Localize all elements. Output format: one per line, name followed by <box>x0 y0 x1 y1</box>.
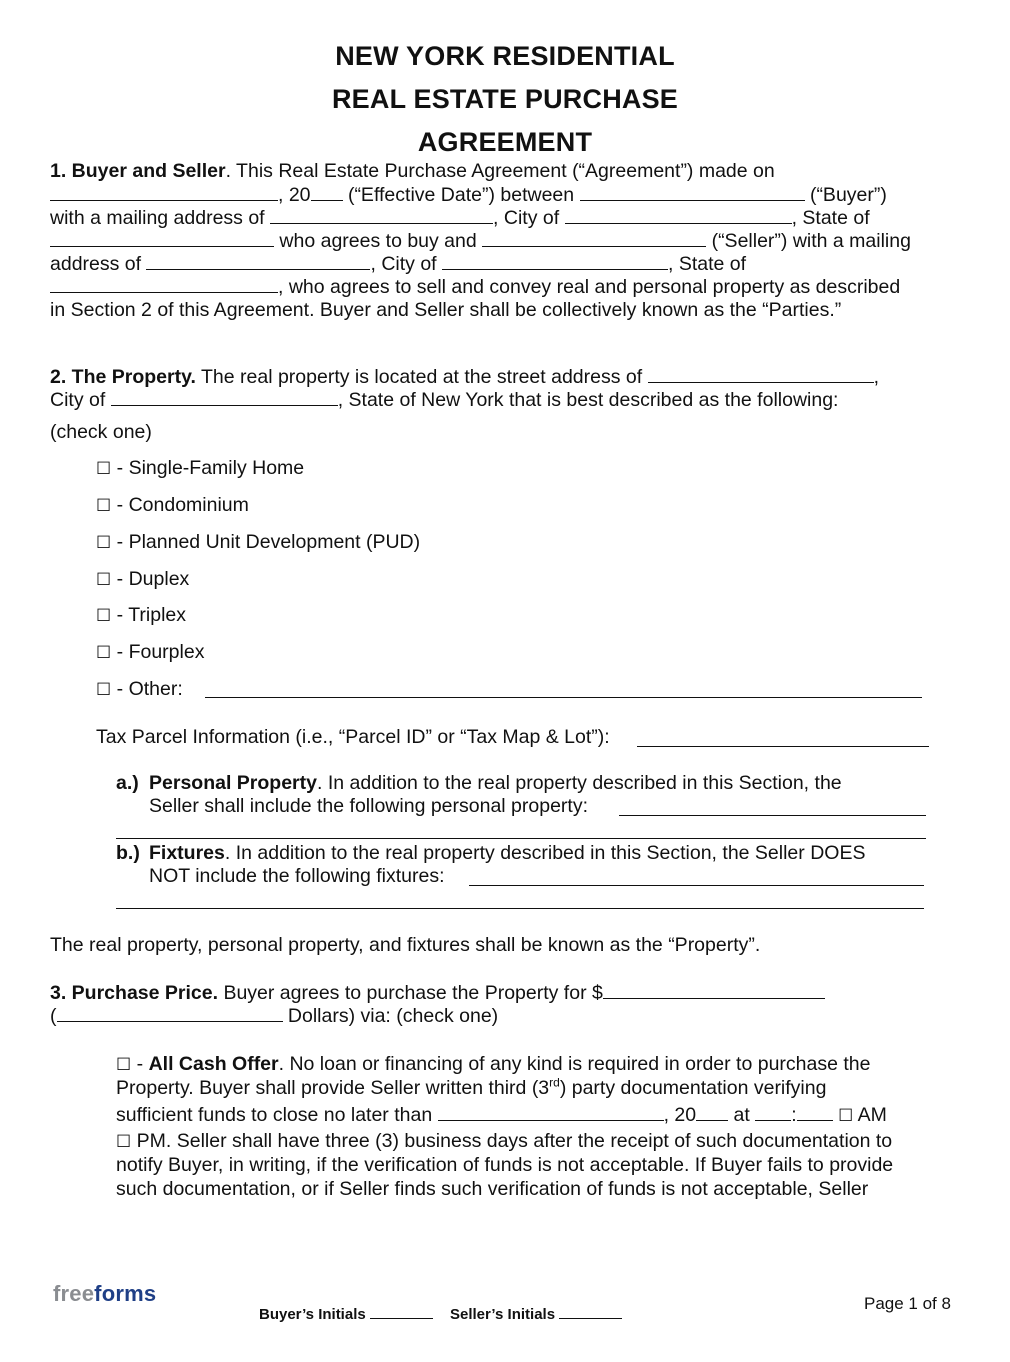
buyer-state-blank[interactable] <box>50 229 274 247</box>
title-line-2: REAL ESTATE PURCHASE <box>331 84 679 114</box>
checkbox-icon[interactable]: ☐ <box>96 533 112 553</box>
cash-offer-line-5: notify Buyer, in writing, if the verification of funds is not acceptable. If Buyer fails to provide <box>116 1154 894 1176</box>
am-checkbox-icon[interactable]: ☐ <box>838 1106 854 1126</box>
price-amount-blank[interactable] <box>603 981 825 999</box>
option-other[interactable]: ☐ - Other: <box>96 678 183 700</box>
street-address-blank[interactable] <box>648 365 874 383</box>
seller-initials-blank[interactable] <box>559 1306 622 1319</box>
personal-property-text-1: Personal Property. In addition to the real property described in this Section, the <box>149 772 842 794</box>
option-pud[interactable]: ☐ - Planned Unit Development (PUD) <box>96 531 421 553</box>
tax-parcel-blank[interactable] <box>637 746 929 747</box>
checkbox-icon[interactable]: ☐ <box>96 459 112 479</box>
fixtures-label: b.) <box>116 842 140 864</box>
property-city-blank[interactable] <box>111 388 338 406</box>
buyer-name-blank[interactable] <box>580 183 805 201</box>
property-definition: The real property, personal property, and fixtures shall be known as the “Property”. <box>50 934 761 956</box>
section2-line-2: City of , State of New York that is best described as the following: <box>50 389 839 411</box>
tax-parcel-line: Tax Parcel Information (i.e., “Parcel ID” or “Tax Map & Lot”): <box>96 726 610 748</box>
section2-line-1: 2. The Property. The real property is located at the street address of , <box>50 366 879 388</box>
funds-minute-blank[interactable] <box>797 1103 833 1121</box>
section3-heading: 3. Purchase Price. <box>50 982 219 1004</box>
cash-offer-line-2: Property. Buyer shall provide Seller written third (3rd) party documentation verifying <box>116 1075 827 1099</box>
section3-line-1: 3. Purchase Price. Buyer agrees to purchase the Property for $ <box>50 981 825 1005</box>
section1-line-7: in Section 2 of this Agreement. Buyer and Seller shall be collectively known as the “Parties.” <box>50 299 842 321</box>
option-single-family[interactable]: ☐ - Single-Family Home <box>96 457 305 479</box>
check-one-label: (check one) <box>50 421 152 443</box>
buyer-city-blank[interactable] <box>565 206 792 224</box>
checkbox-icon[interactable]: ☐ <box>96 496 112 516</box>
checkbox-icon[interactable]: ☐ <box>96 606 112 626</box>
title-line-3: AGREEMENT <box>417 127 593 157</box>
effective-date-blank[interactable] <box>50 183 278 201</box>
checkbox-icon[interactable]: ☐ <box>96 570 112 590</box>
year-blank[interactable] <box>311 183 343 201</box>
cash-offer-line-6: such documentation, or if Seller finds such verification of funds is not acceptable, Seller <box>116 1178 869 1200</box>
fixtures-line-1: Fixtures. In addition to the real property described in this Section, the Seller DOES <box>149 842 866 864</box>
cash-offer-line-1: ☐ - All Cash Offer. No loan or financing of any kind is required in order to purchase the <box>116 1053 871 1075</box>
pm-checkbox-icon[interactable]: ☐ <box>116 1132 132 1152</box>
section3-line-2: ( Dollars) via: (check one) <box>50 1005 499 1027</box>
seller-name-blank[interactable] <box>482 229 706 247</box>
seller-initials: Seller’s Initials <box>450 1306 622 1323</box>
personal-property-heading: Personal Property <box>149 772 317 794</box>
funds-hour-blank[interactable] <box>755 1103 791 1121</box>
personal-property-blank-1[interactable] <box>619 815 926 816</box>
buyer-initials: Buyer’s Initials <box>259 1306 433 1323</box>
fixtures-line-2: NOT include the following fixtures: <box>149 865 445 887</box>
title-line-1: NEW YORK RESIDENTIAL <box>335 41 675 71</box>
checkbox-icon[interactable]: ☐ <box>96 680 112 700</box>
buyer-initials-blank[interactable] <box>370 1306 433 1319</box>
section2-heading: 2. The Property. <box>50 366 196 388</box>
section1-line-2: , 20 (“Effective Date”) between (“Buyer”) <box>50 183 887 207</box>
section1-line-3: with a mailing address of , City of , State of <box>50 207 870 229</box>
section1-line-6: , who agrees to sell and convey real and personal property as described <box>50 275 900 299</box>
option-condominium[interactable]: ☐ - Condominium <box>96 494 249 516</box>
fixtures-blank-2[interactable] <box>116 908 924 909</box>
option-duplex[interactable]: ☐ - Duplex <box>96 568 190 590</box>
funds-date-blank[interactable] <box>438 1103 664 1121</box>
cash-offer-checkbox-icon[interactable]: ☐ <box>116 1055 132 1075</box>
price-words-blank[interactable] <box>57 1004 283 1022</box>
page-number: Page 1 of 8 <box>864 1294 951 1313</box>
buyer-address-blank[interactable] <box>270 206 493 224</box>
personal-property-line-2: Seller shall include the following personal property: <box>149 795 588 817</box>
fixtures-heading: Fixtures <box>149 842 225 864</box>
other-type-blank[interactable] <box>205 697 922 698</box>
personal-property-blank-2[interactable] <box>116 838 926 839</box>
seller-address-blank[interactable] <box>146 252 370 270</box>
personal-property-line-1: a.) <box>116 772 139 794</box>
section1-line-4: who agrees to buy and (“Seller”) with a mailing <box>50 229 911 253</box>
funds-year-blank[interactable] <box>696 1103 728 1121</box>
option-triplex[interactable]: ☐ - Triplex <box>96 604 187 626</box>
seller-city-blank[interactable] <box>442 252 668 270</box>
section1-heading: 1. Buyer and Seller <box>50 160 226 182</box>
cash-offer-line-4: ☐ PM. Seller shall have three (3) business days after the receipt of such documentation to <box>116 1130 893 1152</box>
fixtures-blank-1[interactable] <box>469 885 924 886</box>
checkbox-icon[interactable]: ☐ <box>96 643 112 663</box>
cash-offer-heading: All Cash Offer <box>148 1053 279 1075</box>
freeforms-logo: freeforms <box>53 1281 157 1306</box>
cash-offer-line-3: sufficient funds to close no later than , 20 at : ☐ AM <box>116 1104 887 1126</box>
seller-state-blank[interactable] <box>50 275 278 293</box>
option-fourplex[interactable]: ☐ - Fourplex <box>96 641 205 663</box>
section1-line-5: address of , City of , State of <box>50 253 747 275</box>
section1-line-1: 1. Buyer and Seller. This Real Estate Purchase Agreement (“Agreement”) made on <box>50 160 775 182</box>
